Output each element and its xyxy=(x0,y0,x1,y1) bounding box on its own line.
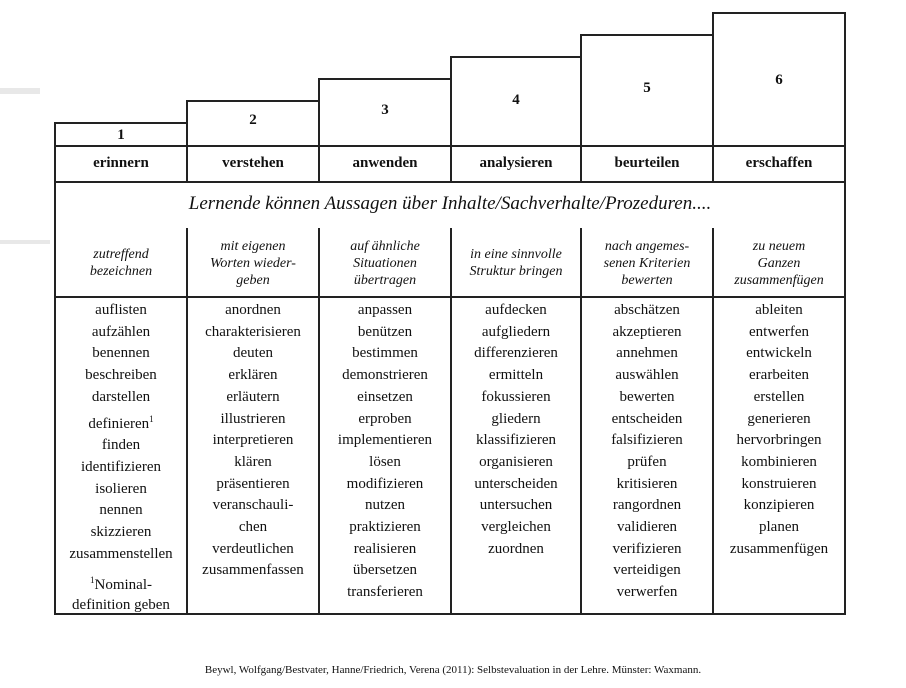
footnote-line xyxy=(56,570,186,595)
verb-item: differenzieren xyxy=(474,345,558,362)
verb-item: klassifizieren xyxy=(476,432,556,449)
description-line: übertragen xyxy=(353,272,417,288)
verb-item: gliedern xyxy=(491,410,541,427)
verb-item: auflisten xyxy=(95,302,147,318)
verb-item: identifizieren xyxy=(81,458,161,475)
verb-item: deuten xyxy=(233,345,273,362)
description-line: senen Kriterien xyxy=(603,255,691,271)
verb-list-anwenden xyxy=(320,300,450,604)
heading-erinnern: erinnern xyxy=(93,155,149,171)
verb-item: aufdecken xyxy=(485,302,547,318)
verb-item: nennen xyxy=(99,502,143,519)
verb-item: nutzen xyxy=(365,497,405,514)
description-analysieren xyxy=(452,230,580,296)
verb-item: finden xyxy=(101,437,141,454)
verb-item: kombinieren xyxy=(741,453,817,470)
step-number: 3 xyxy=(381,102,389,118)
verb-item: skizzieren xyxy=(90,524,152,541)
verb-item: präsentieren xyxy=(216,475,290,492)
verb-list-erschaffen xyxy=(714,300,844,560)
heading-analysieren: analysieren xyxy=(479,155,553,171)
heading-erschaffen: erschaffen xyxy=(745,155,813,171)
footnote-text: Nominal- xyxy=(94,577,152,593)
verb-item: erläutern xyxy=(226,388,280,405)
verb-item: fokussieren xyxy=(481,388,551,405)
description-erinnern xyxy=(56,230,186,296)
description-line: bezeichnen xyxy=(89,264,153,279)
heading-beurteilen: beurteilen xyxy=(614,155,680,171)
description-line: auf ähnliche xyxy=(350,238,420,254)
verb-item: kritisieren xyxy=(616,475,678,492)
verb-list-analysieren xyxy=(452,300,580,560)
verb-item: abschätzen xyxy=(614,302,680,318)
step-number: 2 xyxy=(249,112,257,128)
footnote-marker: 1 xyxy=(149,413,154,424)
verb-item: anpassen xyxy=(357,302,413,318)
step-number: 5 xyxy=(643,80,651,96)
verb-item: praktizieren xyxy=(349,519,421,536)
verb-list-erinnern xyxy=(56,300,186,565)
description-line: nach angemes- xyxy=(604,238,690,254)
verb-item: falsifizieren xyxy=(611,432,683,449)
step-number: 6 xyxy=(775,72,783,88)
step-number: 1 xyxy=(117,127,125,143)
verb-item: demonstrieren xyxy=(342,367,428,384)
banner-text: Lernende können Aussagen über Inhalte/Sachverhalte/Prozeduren.... xyxy=(188,193,712,214)
description-line: Ganzen xyxy=(757,255,801,271)
verb-item: prüfen xyxy=(627,453,667,470)
verb-item: zuordnen xyxy=(488,540,544,557)
description-line: Worten wieder- xyxy=(210,255,296,271)
verb-item: modifizieren xyxy=(346,475,424,492)
verb-item: einsetzen xyxy=(357,388,413,405)
verb-item: entwerfen xyxy=(749,323,809,340)
verb-item: ableiten xyxy=(755,302,803,318)
verb-item: erklären xyxy=(228,367,278,384)
footnote-marker: 1 xyxy=(90,575,95,585)
verb-item: bestimmen xyxy=(352,345,418,362)
verb-item: benennen xyxy=(92,345,150,362)
verb-list-beurteilen xyxy=(582,300,712,604)
description-line: Struktur bringen xyxy=(469,264,563,279)
verb-item: konzipieren xyxy=(743,497,815,514)
step-4 xyxy=(450,56,582,146)
description-line: Situationen xyxy=(353,255,417,271)
verb-item: veranschauli- xyxy=(212,497,294,514)
verb-item: darstellen xyxy=(91,388,151,405)
description-erschaffen xyxy=(714,230,844,296)
verb-item: bewerten xyxy=(619,388,675,405)
verb-item: interpretieren xyxy=(212,432,294,449)
verb-item: implementieren xyxy=(337,432,433,449)
verb-item: hervorbringen xyxy=(736,432,822,449)
verb-item: zusammenfassen xyxy=(202,562,304,579)
verb-item: verifizieren xyxy=(612,540,682,557)
step-5 xyxy=(580,34,714,146)
step-6 xyxy=(712,12,846,146)
description-line: mit eigenen xyxy=(220,238,286,254)
verb-item: erarbeiten xyxy=(749,367,809,384)
verb-item: entscheiden xyxy=(611,410,683,427)
step-2 xyxy=(186,100,320,146)
verb-item: verwerfen xyxy=(616,584,678,601)
verb-item: ermitteln xyxy=(488,367,544,384)
verb-item: untersuchen xyxy=(479,497,553,514)
description-line: bewerten xyxy=(621,272,673,288)
verb-item: konstruieren xyxy=(741,475,817,492)
verb-item xyxy=(56,409,186,436)
verb-item: anordnen xyxy=(225,302,281,318)
verb-item: auswählen xyxy=(615,367,679,384)
description-line: zutreffend xyxy=(93,247,149,262)
verb-item: transferieren xyxy=(347,584,423,601)
verb-item: übersetzen xyxy=(352,562,418,579)
verb-item: klären xyxy=(234,453,272,470)
description-line: in eine sinnvolle xyxy=(470,247,562,262)
verb-item: rangordnen xyxy=(612,497,682,514)
citation: Beywl, Wolfgang/Bestvater, Hanne/Friedrich, Verena (2011): Selbstevaluation in der Lehre. Münster: Waxmann. xyxy=(204,664,702,676)
verb-item: annehmen xyxy=(616,345,678,362)
verb-item: unterscheiden xyxy=(474,475,558,492)
description-line: geben xyxy=(236,272,270,288)
verb-item: validieren xyxy=(617,519,677,536)
verb-item: beschreiben xyxy=(85,367,157,384)
step-number: 4 xyxy=(512,92,520,108)
verb-item: akzeptieren xyxy=(612,323,682,340)
description-line: zusammenfügen xyxy=(734,272,824,288)
verb-item: planen xyxy=(759,519,799,536)
verb-item: realisieren xyxy=(353,540,417,557)
heading-anwenden: anwenden xyxy=(352,155,418,171)
description-anwenden xyxy=(320,230,450,296)
verb-item: generieren xyxy=(747,410,811,427)
description-line: zu neuem xyxy=(752,238,806,254)
verb-item: organisieren xyxy=(479,453,553,470)
verb-item: chen xyxy=(238,519,268,536)
verb-item: erstellen xyxy=(753,388,805,405)
verb-item: erproben xyxy=(358,410,412,427)
verb-item: verdeutlichen xyxy=(212,540,294,557)
verb-item: aufzählen xyxy=(91,323,151,340)
verb-text: definieren xyxy=(88,415,150,432)
verb-item: verteidigen xyxy=(613,562,681,579)
verb-item: lösen xyxy=(369,453,401,470)
verb-item: vergleichen xyxy=(481,519,551,536)
verb-item: charakterisieren xyxy=(205,323,301,340)
footnote-line: definition geben xyxy=(72,597,170,613)
footnote xyxy=(56,570,186,615)
verb-item: aufgliedern xyxy=(481,323,551,340)
verb-item: entwickeln xyxy=(746,345,812,362)
verb-item: isolieren xyxy=(95,480,147,497)
step-3 xyxy=(318,78,452,146)
verb-list-verstehen xyxy=(188,300,318,582)
verb-item: zusammenstellen xyxy=(69,545,173,562)
heading-verstehen: verstehen xyxy=(222,155,284,171)
step-1 xyxy=(54,122,188,146)
verb-item: benützen xyxy=(357,323,413,340)
description-beurteilen xyxy=(582,230,712,296)
verb-item: zusammenfügen xyxy=(729,540,829,557)
verb-item: illustrieren xyxy=(220,410,286,427)
description-verstehen xyxy=(188,230,318,296)
